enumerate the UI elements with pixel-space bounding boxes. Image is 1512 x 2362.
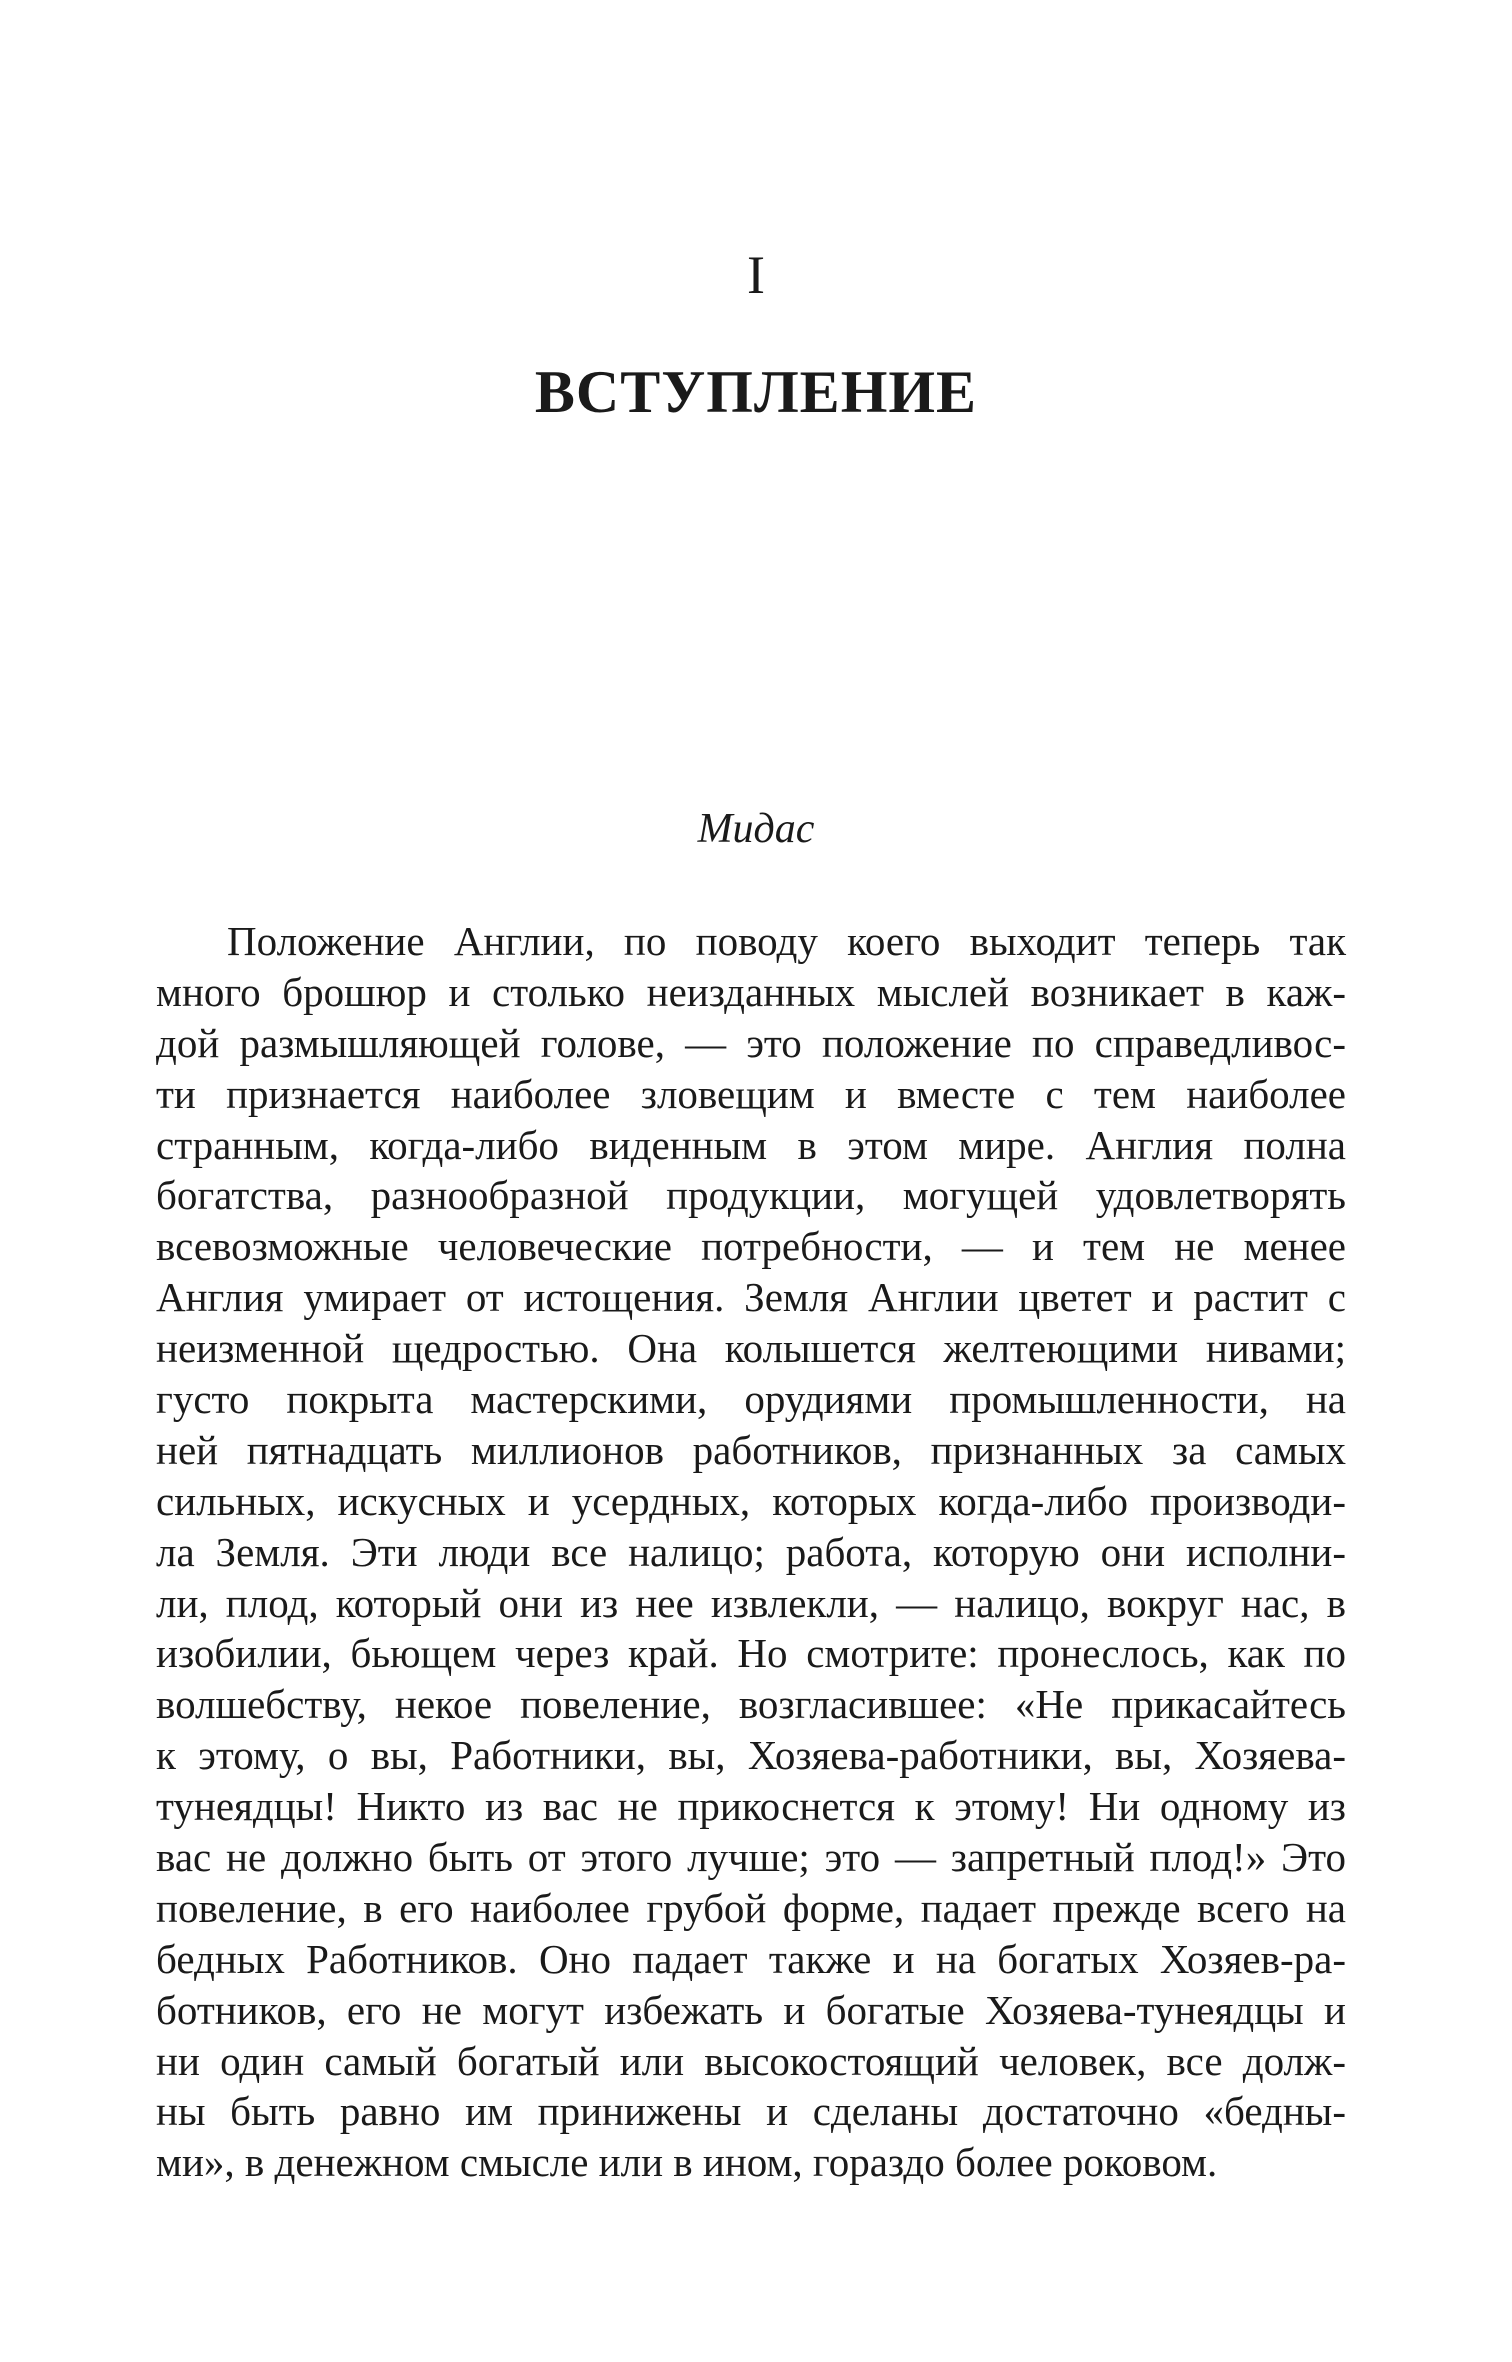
section-title: Мидас bbox=[697, 806, 815, 852]
paragraph-line: ти признается наиболее зловещим и вместе с тем наиболее bbox=[156, 1070, 1346, 1117]
paragraph-line: тунеядцы! Никто из вас не прикоснется к этому! Ни одному из bbox=[156, 1783, 1346, 1830]
paragraph-line: Положение Англии, по поводу коего выходит теперь так bbox=[227, 918, 1346, 964]
paragraph-line: много брошюр и столько неизданных мыслей возникает в каж- bbox=[156, 968, 1346, 1015]
paragraph-line: дой размышляющей голове, — это положение по справедливос- bbox=[156, 1019, 1346, 1066]
chapter-number: I bbox=[747, 245, 765, 305]
paragraph-line: ла Земля. Эти люди все налицо; работа, которую они исполни- bbox=[156, 1528, 1346, 1575]
paragraph-line: повеление, в его наиболее грубой форме, падает прежде всего на bbox=[156, 1884, 1346, 1931]
paragraph-line: ботников, его не могут избежать и богатые Хозяева-тунеядцы и bbox=[156, 1986, 1346, 2033]
paragraph-line: волшебству, некое повеление, возгласившее: «Не прикасайтесь bbox=[156, 1681, 1346, 1728]
paragraph-line: странным, когда-либо виденным в этом мире. Англия полна bbox=[156, 1121, 1346, 1168]
paragraph-line: к этому, о вы, Работники, вы, Хозяева-работники, вы, Хозяева- bbox=[156, 1732, 1346, 1779]
paragraph-line: вас не должно быть от этого лучше; это — запретный плод!» Это bbox=[156, 1834, 1346, 1881]
body-paragraph bbox=[156, 916, 1346, 2188]
chapter-title: ВСТУПЛЕНИЕ bbox=[534, 359, 978, 425]
paragraph-line: ны быть равно им принижены и сделаны достаточно «бедны- bbox=[156, 2088, 1346, 2135]
paragraph-line: ни один самый богатый или высокостоящий человек, все долж- bbox=[156, 2037, 1346, 2084]
paragraph-line: Англия умирает от истощения. Земля Англии цветет и растит с bbox=[156, 1274, 1346, 1321]
paragraph-line: ней пятнадцать миллионов работников, признанных за самых bbox=[156, 1426, 1346, 1473]
paragraph-line: ми», в денежном смысле или в ином, гораздо более роковом. bbox=[156, 2139, 1218, 2186]
paragraph-line: всевозможные человеческие потребности, — и тем не менее bbox=[156, 1223, 1346, 1270]
paragraph-line: сильных, искусных и усердных, которых когда-либо производи- bbox=[156, 1477, 1346, 1524]
paragraph-line: ли, плод, который они из нее извлекли, — налицо, вокруг нас, в bbox=[156, 1579, 1346, 1626]
paragraph-line: бедных Работников. Оно падает также и на богатых Хозяев-ра- bbox=[156, 1935, 1346, 1982]
paragraph-line: густо покрыта мастерскими, орудиями промышленности, на bbox=[156, 1376, 1346, 1423]
paragraph-line: изобилии, бьющем через край. Но смотрите: пронеслось, как по bbox=[156, 1630, 1346, 1677]
paragraph-line: богатства, разнообразной продукции, могущей удовлетворять bbox=[156, 1172, 1346, 1219]
paragraph-line: неизменной щедростью. Она колышется желтеющими нивами; bbox=[156, 1325, 1346, 1372]
